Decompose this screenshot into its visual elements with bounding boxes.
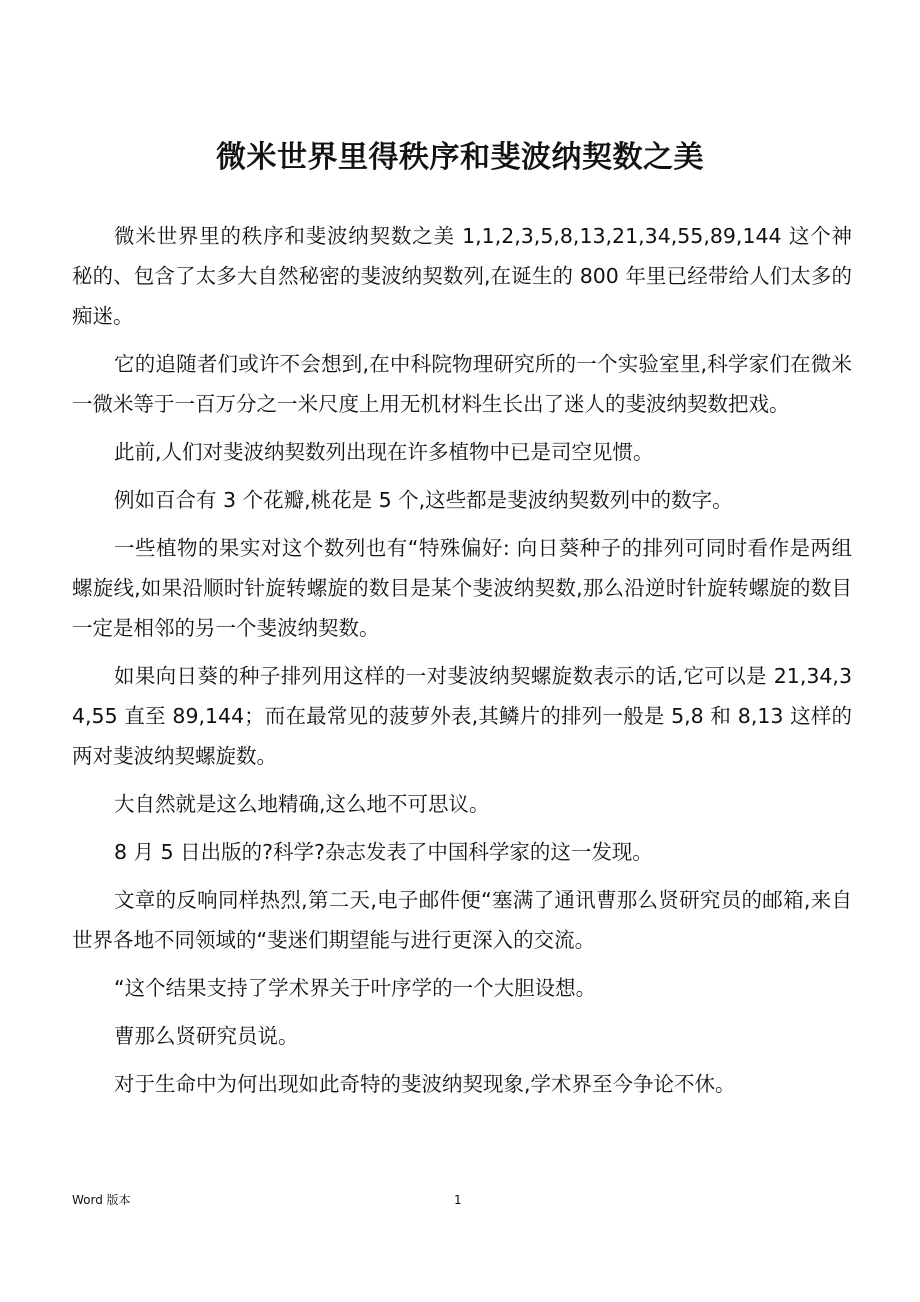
paragraph: “这个结果支持了学术界关于叶序学的一个大胆设想。 [114, 976, 597, 1000]
paragraph: 一些植物的果实对这个数列也有“特殊偏好: 向日葵种子的排列可同时看作是两组螺旋线,如果沿顺时针旋转螺旋的数目是某个斐波纳契数,那么沿逆时针旋转螺旋的数目一定是相邻的另一个斐波纳契数。 [72, 536, 852, 640]
document-body [72, 216, 852, 1112]
paragraph: 微米世界里的秩序和斐波纳契数之美 1,1,2,3,5,8,13,21,34,55,89,144 这个神秘的、包含了太多大自然秘密的斐波纳契数列,在诞生的 800 年里已经带给人们太多的痴迷。 [72, 224, 852, 328]
document-title: 微米世界里得秩序和斐波纳契数之美 [216, 140, 704, 175]
paragraph: 曹那么贤研究员说。 [114, 1024, 299, 1048]
paragraph: 它的追随者们或许不会想到,在中科院物理研究所的一个实验室里,科学家们在微米一微米等于一百万分之一米尺度上用无机材料生长出了迷人的斐波纳契数把戏。 [72, 352, 852, 416]
footer-label: Word 版本 [72, 1193, 131, 1207]
paragraph: 例如百合有 3 个花瓣,桃花是 5 个,这些都是斐波纳契数列中的数字。 [114, 488, 733, 512]
paragraph: 文章的反响同样热烈,第二天,电子邮件便“塞满了通讯曹那么贤研究员的邮箱,来自世界各地不同领域的“斐迷们期望能与进行更深入的交流。 [72, 888, 852, 952]
paragraph: 此前,人们对斐波纳契数列出现在许多植物中已是司空见惯。 [114, 440, 654, 464]
paragraph: 如果向日葵的种子排列用这样的一对斐波纳契螺旋数表示的话,它可以是 21,34,34,55 直至 89,144；而在最常见的菠萝外表,其鳞片的排列一般是 5,8 和 8,13 这样的两对斐波纳契螺旋数。 [72, 664, 852, 768]
paragraph: 对于生命中为何出现如此奇特的斐波纳契现象,学术界至今争论不休。 [114, 1072, 736, 1096]
paragraph: 大自然就是这么地精确,这么地不可思议。 [114, 792, 490, 816]
paragraph: 8 月 5 日出版的?科学?杂志发表了中国科学家的这一发现。 [114, 840, 653, 864]
page-number: 1 [454, 1193, 462, 1207]
